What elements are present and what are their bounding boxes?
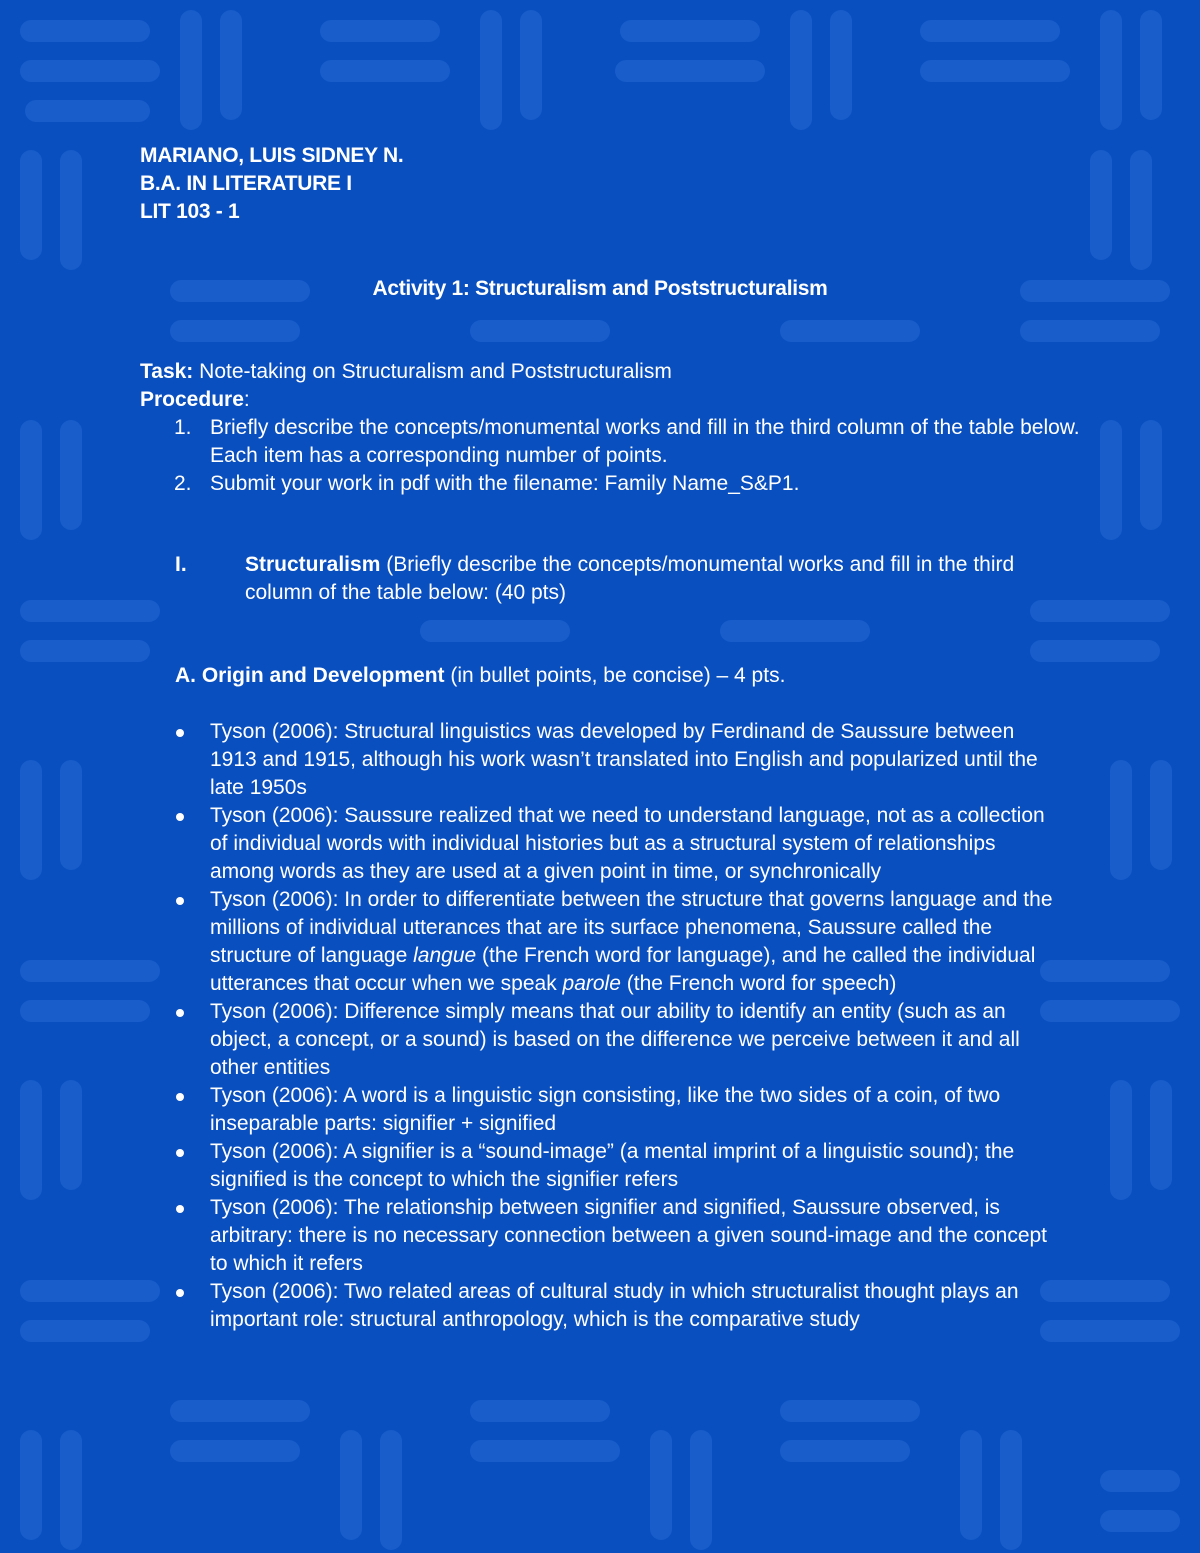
procedure-list	[140, 414, 1080, 498]
procedure-colon: :	[243, 388, 250, 411]
course-code: LIT 103 - 1	[140, 200, 240, 223]
bullet-item	[174, 1138, 1054, 1194]
bullet-text: Tyson (2006): In order to differentiate between the structure that governs language and the millions of individual utterances that are its surface phenomena, Saussure called the structure of language	[210, 888, 1053, 967]
bullet-item	[174, 998, 1054, 1082]
bullet-icon	[176, 1205, 184, 1213]
activity-title: Activity 1: Structuralism and Poststructuralism	[372, 277, 828, 300]
bullet-icon	[176, 1093, 184, 1101]
bullet-text: Tyson (2006): A signifier is a “sound-image” (a mental imprint of a linguistic sound); the signified is the concept to which the signifier refers	[210, 1140, 1015, 1191]
bullet-text: Tyson (2006): Saussure realized that we need to understand language, not as a collection of individual words with individual histories but as a structural system of relationships among words as they are used at a given point in time, or synchronically	[210, 804, 1045, 883]
bullet-item	[174, 1082, 1054, 1138]
student-program: B.A. IN LITERATURE I	[140, 172, 352, 195]
procedure-label: Procedure	[140, 388, 244, 411]
bullet-text: Tyson (2006): Difference simply means that our ability to identify an entity (such as an object, a concept, or a sound) is based on the difference we perceive between it and all other entities	[210, 1000, 1020, 1079]
procedure-item-number: 1.	[174, 416, 192, 439]
bullet-icon	[176, 1289, 184, 1297]
bullet-item	[174, 1278, 1054, 1334]
task-line	[140, 358, 1080, 386]
bullet-text: Tyson (2006): Two related areas of cultural study in which structuralist thought plays an important role: structural anthropology, which is the comparative study	[210, 1280, 1019, 1331]
section-heading: Structuralism	[245, 553, 381, 576]
bullet-text: (the French word for language), and he called the individual utterances that occur when we speak	[210, 944, 1036, 995]
bullet-text: (the French word for speech)	[620, 972, 897, 995]
procedure-item	[140, 414, 1080, 470]
section-structuralism	[175, 551, 1075, 607]
task-text: Note-taking on Structuralism and Poststructuralism	[193, 360, 672, 383]
section-instructions: (Briefly describe the concepts/monumental works and fill in the third column of the table below: (40 pts)	[245, 553, 1015, 604]
bullet-icon	[176, 897, 184, 905]
bullet-icon	[176, 813, 184, 821]
procedure-item-text: Submit your work in pdf with the filename: Family Name_S&P1.	[210, 472, 800, 495]
notes-bullet-list	[174, 718, 1054, 1334]
bullet-icon	[176, 1149, 184, 1157]
bullet-item	[174, 718, 1054, 802]
procedure-line	[140, 386, 1080, 414]
bullet-text: Tyson (2006): The relationship between signifier and signified, Saussure observed, is arbitrary: there is no necessary connection between a given sound-image and the concept to which it refers	[210, 1196, 1048, 1275]
section-heading-line	[245, 551, 1075, 607]
task-label: Task:	[140, 360, 194, 383]
bullet-item	[174, 886, 1054, 998]
bullet-icon	[176, 1009, 184, 1017]
section-numeral: I.	[175, 553, 187, 576]
subsection-instructions: (in bullet points, be concise) – 4 pts.	[444, 664, 786, 687]
student-name: MARIANO, LUIS SIDNEY N.	[140, 144, 404, 167]
subsection-heading: Origin and Development	[201, 664, 445, 687]
procedure-item	[140, 470, 1080, 498]
term-langue: langue	[413, 944, 477, 967]
subsection-origin	[175, 662, 1075, 690]
procedure-item-number: 2.	[174, 472, 192, 495]
procedure-item-text: Briefly describe the concepts/monumental works and fill in the third column of the table below. Each item has a corresponding number of points.	[210, 416, 1080, 467]
student-header	[140, 142, 403, 226]
bullet-text: Tyson (2006): Structural linguistics was developed by Ferdinand de Saussure between 1913 and 1915, although his work wasn’t translated into English and popularized until the late 1950s	[210, 720, 1038, 799]
subsection-letter: A.	[175, 664, 196, 687]
task-block	[140, 358, 1080, 498]
term-parole: parole	[562, 972, 621, 995]
bullet-icon	[176, 729, 184, 737]
bullet-item	[174, 1194, 1054, 1278]
bullet-text: Tyson (2006): A word is a linguistic sign consisting, like the two sides of a coin, of two inseparable parts: signifier + signified	[210, 1084, 1001, 1135]
bullet-item	[174, 802, 1054, 886]
